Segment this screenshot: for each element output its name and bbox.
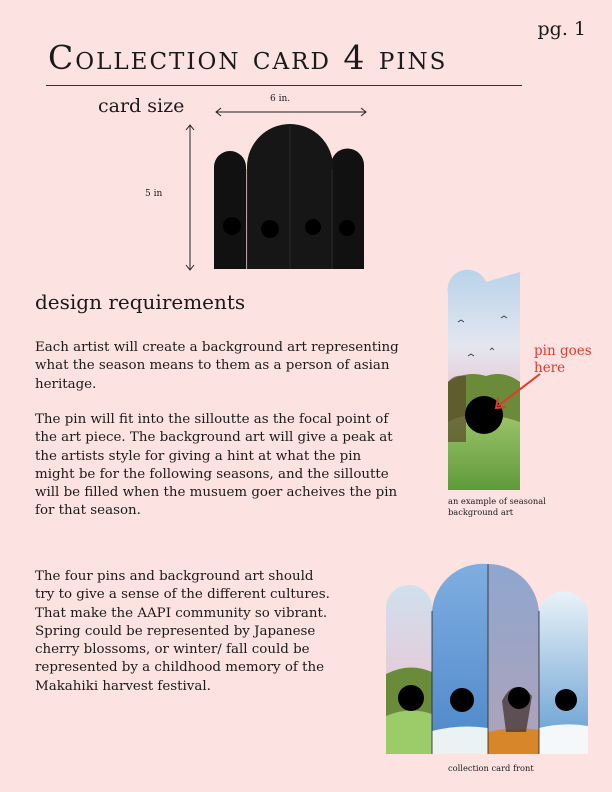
card-silhouette bbox=[213, 124, 365, 269]
height-dimension-arrow bbox=[184, 123, 196, 273]
title-underline bbox=[46, 85, 522, 86]
page-number: pg. 1 bbox=[537, 18, 586, 40]
collection-card-front bbox=[386, 556, 590, 756]
paragraph-background-art: Each artist will create a background art representing what the season means to them as a person of asian heritage. bbox=[35, 340, 399, 392]
pin-annotation: pin goes here bbox=[534, 343, 592, 376]
paragraph-cultures: The four pins and background art should try to give a sense of the different cultures. That make the AAPI community so vibrant. Spring could be represented by Japanese cherry blossoms, or winter/ fall could be represented by a childhood memory of the Makahiki harvest festival. bbox=[35, 569, 330, 694]
card-front-caption: collection card front bbox=[448, 763, 534, 773]
width-dimension-arrow bbox=[214, 106, 368, 118]
width-dimension-label: 6 in. bbox=[270, 94, 291, 104]
card-size-heading: card size bbox=[98, 95, 185, 117]
page-title: Collection card 4 pins bbox=[48, 38, 448, 77]
height-dimension-label: 5 in bbox=[145, 189, 163, 199]
pin-pointer-arrow bbox=[492, 372, 542, 412]
example-caption: an example of seasonal background art bbox=[448, 496, 546, 517]
paragraph-pin-silhouette: The pin will fit into the silloutte as the focal point of the art piece. The background art will give a peak at the artists style for giving a hint at what the pin might be for the following seasons, and the silloutte will be filled when the musuem goer acheives the pin for that season. bbox=[35, 412, 398, 519]
design-requirements-heading: design requirements bbox=[35, 290, 246, 314]
